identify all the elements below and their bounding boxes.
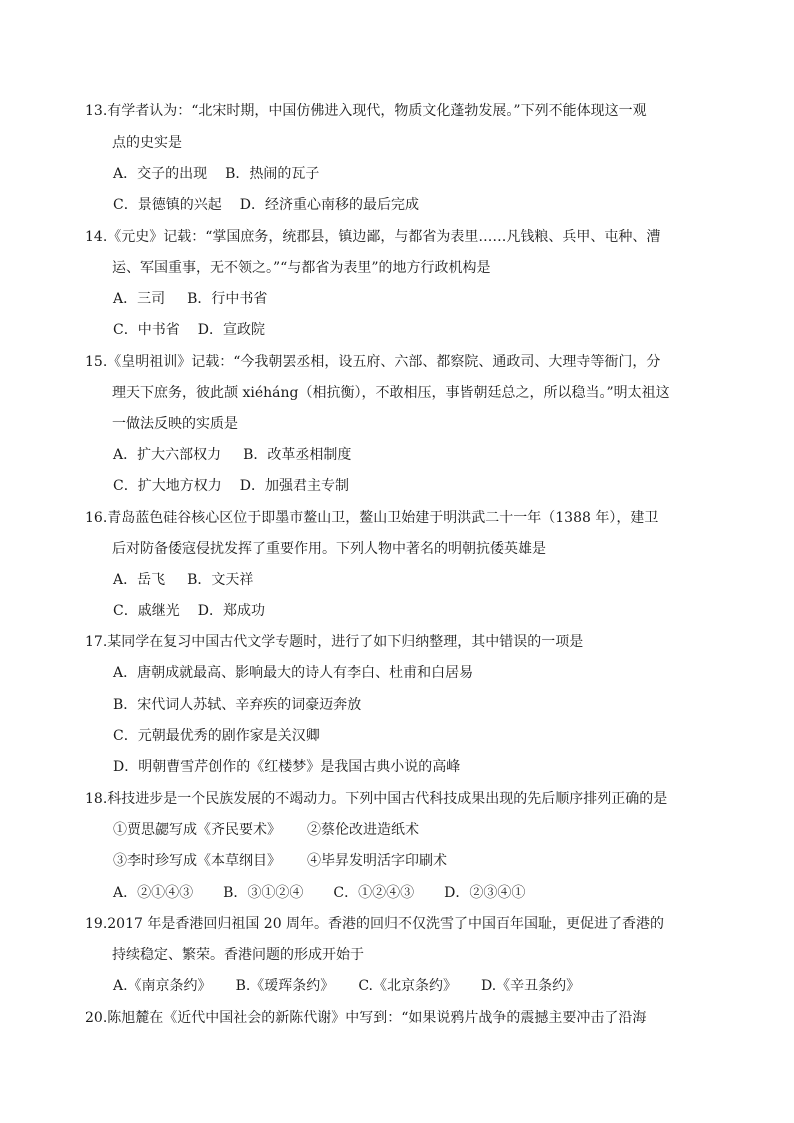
option-b: B．③①②④ [223, 885, 304, 901]
option-c: C.《北京条约》 [358, 978, 457, 994]
question-18-options-row [113, 883, 525, 903]
question-number: 18. [85, 791, 108, 807]
option-d: D．宣政院 [197, 322, 265, 338]
option-d: D.《辛丑条约》 [480, 978, 581, 994]
question-19-options-row [113, 976, 580, 996]
option-b: B．宋代词人苏轼、辛弃疾的词豪迈奔放 [113, 697, 362, 713]
question-number: 13. [85, 103, 108, 119]
question-15-options-row-1 [113, 445, 351, 465]
option-c: C．扩大地方权力 [113, 478, 222, 494]
question-16-options-row-1 [113, 570, 253, 590]
option-a: A.《南京条约》 [113, 978, 212, 994]
question-16-options-row-2 [113, 601, 265, 621]
question-14-options-row-2 [113, 320, 265, 340]
question-16-line-1: 16.青岛蓝色硅谷核心区位于即墨市鳌山卫，鳌山卫始建于明洪武二十一年（1388 年），建卫 [85, 510, 659, 526]
option-c: C．中书省 [113, 322, 180, 338]
option-b: B．行中书省 [187, 291, 268, 307]
question-number: 20. [85, 1010, 108, 1026]
option-a: A．岳飞 [113, 572, 166, 588]
question-16-line-2: 后对防备倭寇侵扰发挥了重要作用。下列人物中著名的明朝抗倭英雄是 [112, 541, 546, 557]
option-d: D．明朝曹雪芹创作的《红楼梦》是我国古典小说的高峰 [113, 759, 461, 775]
question-14-line-2: 运、军国重事，无不领之。”“与都省为表里”的地方行政机构是 [112, 260, 491, 276]
option-c: C．①②④③ [333, 885, 415, 901]
option-d: D．经济重心南移的最后完成 [239, 197, 419, 213]
question-17-line-1: 17.某同学在复习中国古代文学专题时，进行了如下归纳整理，其中错误的一项是 [85, 634, 584, 650]
question-20-line-1: 20.陈旭麓在《近代中国社会的新陈代谢》中写到：“如果说鸦片战争的震撼主要冲击了沿海 [85, 1010, 647, 1026]
question-number: 17. [85, 634, 108, 650]
question-number: 15. [85, 354, 108, 370]
question-13-line-2: 点的史实是 [112, 135, 182, 151]
option-d: D．加强君主专制 [239, 478, 349, 494]
option-c: C．元朝最优秀的剧作家是关汉卿 [113, 728, 320, 744]
option-c: C．戚继光 [113, 603, 180, 619]
question-number: 14. [85, 229, 108, 245]
option-b: B．热闹的瓦子 [225, 166, 320, 182]
option-a: A．②①④③ [113, 885, 194, 901]
option-d: D．②③④① [444, 885, 526, 901]
question-13-options-row-2 [113, 195, 419, 215]
option-a: A．扩大六部权力 [113, 447, 222, 463]
question-18-line-1: 18.科技进步是一个民族发展的不竭动力。下列中国古代科技成果出现的先后顺序排列正确的是 [85, 791, 668, 807]
question-18-items-row-1 [113, 820, 419, 840]
question-14-line-1: 14.《元史》记载：“掌国庶务，统郡县，镇边鄙，与都省为表里……凡钱粮、兵甲、屯种、漕 [85, 229, 661, 245]
question-15-options-row-2 [113, 476, 349, 496]
option-b: B．文天祥 [187, 572, 254, 588]
item-3: ③李时珍写成《本草纲目》 [113, 853, 281, 869]
question-number: 19. [85, 916, 108, 932]
question-14-options-row-1 [113, 289, 267, 309]
question-18-items-row-2 [113, 851, 447, 871]
item-4: ④毕昇发明活字印刷术 [307, 853, 447, 869]
question-number: 16. [85, 510, 108, 526]
option-a: A．三司 [113, 291, 166, 307]
item-1: ①贾思勰写成《齐民要术》 [113, 822, 281, 838]
question-15-line-3: 一做法反映的实质是 [112, 416, 238, 432]
option-c: C．景德镇的兴起 [113, 197, 222, 213]
option-b: B.《瑷珲条约》 [235, 978, 335, 994]
question-19-line-1: 19.2017 年是香港回归祖国 20 周年。香港的回归不仅洗雪了中国百年国耻，更促进了香港的 [85, 916, 665, 932]
question-13-line-1: 13.有学者认为：“北宋时期，中国仿佛进入现代，物质文化蓬勃发展。”下列不能体现这一观 [85, 103, 647, 119]
question-15-line-1: 15.《皇明祖训》记载：“今我朝罢丞相，设五府、六部、都察院、通政司、大理寺等衙门，分 [85, 354, 661, 370]
question-13-options-row-1 [113, 164, 319, 184]
item-2: ②蔡伦改进造纸术 [307, 822, 419, 838]
option-a: A．交子的出现 [113, 166, 208, 182]
option-a: A．唐朝成就最高、影响最大的诗人有李白、杜甫和白居易 [113, 665, 474, 681]
question-15-line-2: 理天下庶务，彼此颉 xiéháng（相抗衡），不敢相压，事皆朝廷总之，所以稳当。”明太祖这 [112, 385, 670, 401]
option-b: B．改革丞相制度 [243, 447, 352, 463]
question-19-line-2: 持续稳定、繁荣。香港问题的形成开始于 [112, 947, 364, 963]
option-d: D．郑成功 [197, 603, 265, 619]
